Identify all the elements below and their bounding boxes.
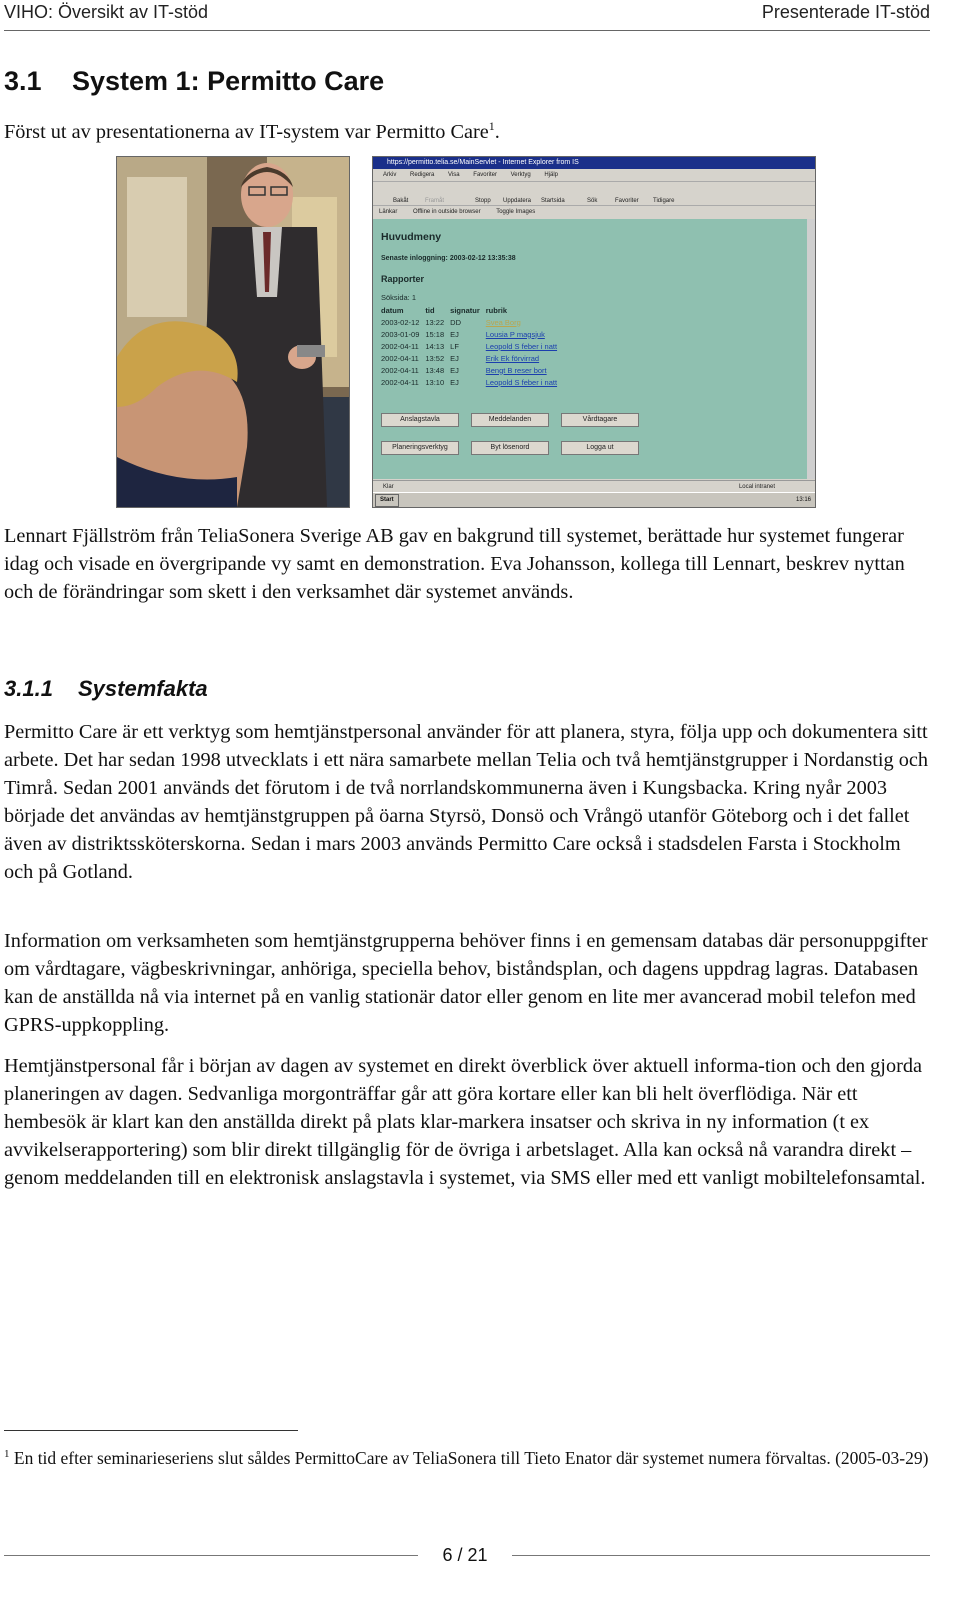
row-date: 2003-02-12 [381, 317, 420, 327]
ie-link[interactable]: Offline in outside browser [413, 209, 481, 215]
ie-home-button[interactable]: Startsida [541, 198, 565, 204]
taskbar-clock: 13:16 [795, 497, 811, 503]
ie-link[interactable]: Toggle Images [496, 209, 536, 215]
intro-end: . [494, 121, 500, 143]
staff-usage-paragraph: Hemtjänstpersonal får i början av dagen av systemet en direkt överblick över aktuell informa-tion och den gjorda planeringen av dagen. Sedvanliga morgonträffar går att göra kortare eller kan bli helt överflödiga. När ett hembesök är klart kan den anställda direkt på plats klar-markera insatser och skriva in ny information (t ex avvikelserapportering) som blir direkt tillgänglig för de övriga i arbetslaget. Alla kan också nå varandra direkt – genom meddelanden till en elektronisk anslagstavla i systemet, via SMS eller med ett vanligt mobiltelefonsamtal. [4, 1055, 926, 1189]
row-date: 2002-04-11 [381, 341, 419, 351]
table-row [381, 364, 563, 376]
row-title-link[interactable]: Svea Borg [485, 317, 521, 327]
section-heading [4, 66, 384, 97]
section-title: System 1: Permitto Care [72, 66, 385, 96]
row-time: 13:52 [425, 353, 445, 363]
row-title-link[interactable]: Bengt B reser bort [485, 365, 547, 375]
presenters-photo-drawing [117, 157, 349, 507]
row-date: 2002-04-11 [381, 377, 419, 387]
ie-search-button[interactable]: Sök [587, 198, 598, 204]
start-button[interactable]: Start [375, 494, 399, 507]
windows-taskbar [373, 492, 815, 507]
table-row [381, 340, 563, 352]
ie-forward-button[interactable]: Framåt [425, 198, 445, 204]
row-date: 2002-04-11 [381, 353, 419, 363]
ie-menu-item[interactable]: Verktyg [510, 172, 531, 178]
subsection-heading [4, 676, 208, 702]
care-recipients-button[interactable]: Vårdtagare [561, 413, 639, 427]
system-facts-paragraph: Permitto Care är ett verktyg som hemtjänstpersonal använder för att planera, styra, följa upp och dokumentera sitt arbete. Det har sedan 1998 utvecklats i ett nära samarbete mellan Telia och två hemtjänstgrupper i Nordanstig och Timrå. Sedan 2001 används det förutom i de två norrlandskommunerna även i Kungsbacka. Kring nyår 2003 började det användas av hemtjänstgruppen på öarna Styrsö, Donsö och Vrångö utanför Göteborg och i det fallet även av distriktssköterskorna. Sedan i mars 2003 används Permitto Care också i stadsdelen Farsta i Stockholm och på Gotland. [4, 721, 929, 883]
col-time: tid [425, 306, 435, 315]
footnote-rule [4, 1430, 298, 1431]
row-signature: DD [450, 317, 461, 327]
row-signature: EJ [450, 377, 459, 387]
row-signature: EJ [450, 365, 459, 375]
last-login: Senaste inloggning: 2003-02-12 13:35:38 [381, 255, 516, 262]
logout-button[interactable]: Logga ut [561, 441, 639, 455]
status-text: Klar [383, 484, 394, 490]
bulletin-board-button[interactable]: Anslagstavla [381, 413, 459, 427]
ie-back-button[interactable]: Bakåt [393, 198, 409, 204]
running-header-right: Presenterade IT-stöd [761, 2, 930, 22]
ie-toolbar [373, 181, 815, 206]
footer-rule-right [512, 1555, 930, 1556]
footnote-text: En tid efter seminarieseriens slut såldes PermittoCare av TeliaSonera till Tieto Enator där systemet numera förvaltas. (2005-03-29) [13, 1448, 929, 1468]
main-menu-heading: Huvudmeny [381, 231, 442, 243]
ie-window-title: https://permitto.telia.se/MainServlet - Internet Explorer from IS [373, 157, 815, 169]
footnote-ref[interactable]: 1 [488, 119, 495, 134]
row-signature: EJ [450, 329, 459, 339]
col-date: datum [381, 306, 404, 315]
row-title-link[interactable]: Lousia P magsjuk [485, 329, 545, 339]
col-signature: signatur [450, 306, 480, 315]
security-zone: Local intranet [738, 484, 775, 490]
row-title-link[interactable]: Leopold S feber i natt [485, 377, 558, 387]
row-signature: LF [450, 341, 459, 351]
search-page: Söksida: 1 [381, 293, 417, 302]
footnote-number: 1 [4, 1448, 10, 1461]
row-signature: EJ [450, 353, 459, 363]
ie-menu-bar [373, 170, 815, 181]
reports-heading: Rapporter [381, 274, 425, 284]
page-number: 6 / 21 [442, 1545, 488, 1565]
col-title: rubrik [485, 306, 508, 315]
row-time: 13:22 [425, 317, 445, 327]
ie-menu-item[interactable]: Hjälp [544, 172, 559, 178]
permitto-main-menu [373, 219, 807, 479]
messages-button[interactable]: Meddelanden [471, 413, 549, 427]
ie-favorites-button[interactable]: Favoriter [615, 198, 639, 204]
intro-text: Först ut av presentationerna av IT-system var Permitto Care [4, 121, 489, 143]
presentation-paragraph: Lennart Fjällström från TeliaSonera Sverige AB gav en bakgrund till systemet, berättade hur systemet fungerar idag och visade en övergripande vy samt en demonstration. Eva Johansson, kollega till Lennart, beskrev nyttan och de förändringar som skett i den verksamhet där systemet används. [4, 525, 905, 603]
table-row [381, 328, 563, 340]
subsection-title: Systemfakta [78, 676, 208, 701]
reports-table [381, 305, 563, 388]
row-title-link[interactable]: Erik Ek förvirrad [485, 353, 540, 363]
row-time: 15:18 [425, 329, 445, 339]
ie-refresh-button[interactable]: Uppdatera [503, 198, 532, 204]
table-row [381, 376, 563, 388]
header-rule [4, 30, 930, 31]
section-number: 3.1 [4, 66, 42, 96]
table-row [381, 316, 563, 328]
ie-menu-item[interactable]: Arkiv [383, 172, 397, 178]
row-time: 13:48 [425, 365, 445, 375]
footer-rule-left [4, 1555, 418, 1556]
row-date: 2002-04-11 [381, 365, 419, 375]
intro-paragraph [4, 118, 930, 146]
change-password-button[interactable]: Byt lösenord [471, 441, 549, 455]
running-header-left: VIHO: Översikt av IT-stöd [4, 2, 209, 22]
ie-links-bar [373, 205, 815, 218]
ie-menu-item[interactable]: Visa [448, 172, 460, 178]
ie-menu-item[interactable]: Favoriter [473, 172, 497, 178]
subsection-number: 3.1.1 [4, 676, 53, 701]
presenters-photo [116, 156, 350, 508]
database-paragraph: Information om verksamheten som hemtjänstgrupperna behöver finns i en gemensam databas där personuppgifter om vårdtagare, vägbeskrivningar, anhöriga, speciella behov, biståndsplan, och dagens uppdrag lagras. Databasen kan de anställda nå via internet på en vanlig stationär dator eller genom en lite mer avancerad mobil telefon med GPRS-uppkoppling. [4, 930, 928, 1036]
row-time: 14:13 [425, 341, 445, 351]
table-header-row [381, 305, 563, 316]
ie-history-button[interactable]: Tidigare [653, 198, 675, 204]
ie-menu-item[interactable]: Redigera [410, 172, 435, 178]
ie-stop-button[interactable]: Stopp [475, 198, 491, 204]
footnote [4, 1446, 930, 1470]
ie-scrollbar[interactable] [807, 219, 815, 479]
ie-links-label: Länkar [379, 209, 398, 215]
table-row [381, 352, 563, 364]
permitto-screenshot [372, 156, 816, 508]
row-date: 2003-01-09 [381, 329, 420, 339]
row-time: 13:10 [425, 377, 445, 387]
planning-tool-button[interactable]: Planeringsverktyg [381, 441, 459, 455]
row-title-link[interactable]: Leopold S feber i natt [485, 341, 558, 351]
